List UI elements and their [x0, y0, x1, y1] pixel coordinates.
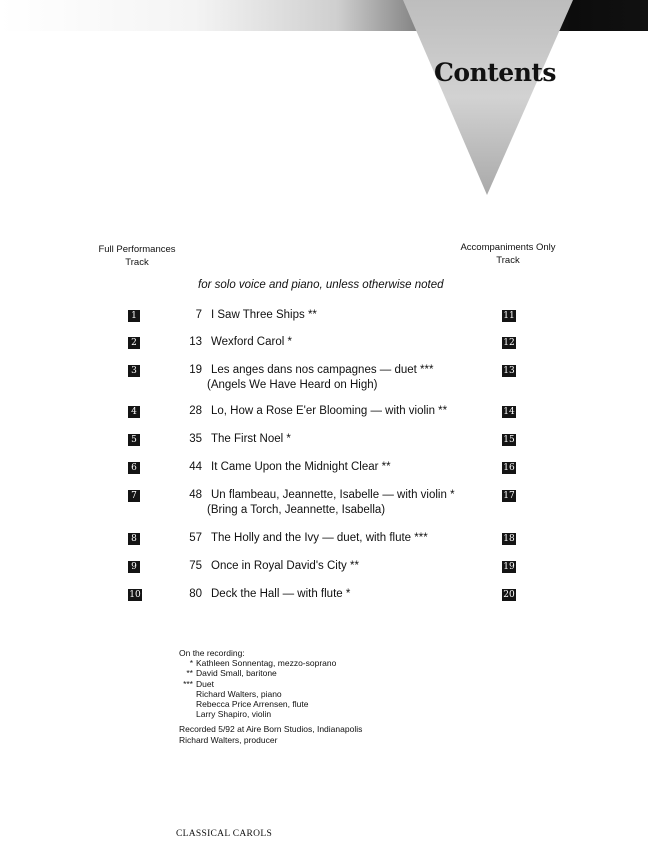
page-number: 44: [189, 461, 202, 473]
singer-credit: [179, 668, 362, 678]
page-title: Contents: [434, 58, 557, 87]
page-number: 57: [189, 532, 202, 544]
accompaniments-column-header: [452, 241, 564, 267]
song-title: Les anges dans nos campagnes — duet ***: [211, 364, 434, 376]
asterisk-mark: ***: [183, 678, 193, 689]
recording-notes: [179, 648, 362, 745]
accompaniment-track-number: 12: [503, 338, 515, 348]
performer-credit: Rebecca Price Arrensen, flute: [196, 699, 309, 710]
page-number: 48: [189, 489, 202, 501]
song-title: Un flambeau, Jeannette, Isabelle — with violin *: [211, 489, 455, 501]
accompaniment-track-number: 19: [503, 562, 515, 572]
performer-credit: Larry Shapiro, violin: [196, 709, 272, 720]
full-performances-label: Full Performances: [98, 244, 176, 255]
song-title: Wexford Carol *: [211, 336, 292, 348]
page-number: 75: [189, 560, 202, 572]
full-track-number: 2: [128, 337, 140, 349]
accompaniment-track-number: 18: [503, 534, 515, 544]
song-title: The Holly and the Ivy — duet, with flute ***: [211, 532, 428, 544]
page-number: 7: [195, 309, 202, 321]
page-number: 19: [189, 364, 202, 376]
full-performances-track-label: Track: [125, 257, 149, 268]
contents-entry: [0, 589, 648, 619]
accompaniment-track-number: 14: [503, 407, 515, 417]
producer-credit: Richard Walters, producer: [179, 734, 278, 745]
accompaniment-track-number: 20: [503, 590, 515, 600]
singer-name: Kathleen Sonnentag, mezzo-soprano: [196, 658, 337, 669]
accompaniment-track-number: 17: [503, 491, 515, 501]
contents-entry: [0, 310, 648, 340]
recording-location: Recorded 5/92 at Aire Born Studios, Indianapolis: [179, 724, 363, 735]
accompaniment-track-number: 15: [503, 435, 515, 445]
full-track-number: 9: [128, 561, 140, 573]
song-subtitle: (Angels We Have Heard on High): [207, 379, 378, 391]
song-title: Once in Royal David's City **: [211, 560, 359, 572]
page-number: 35: [189, 433, 202, 445]
singer-credit: [179, 658, 362, 668]
song-title: Deck the Hall — with flute *: [211, 588, 351, 600]
song-title: I Saw Three Ships **: [211, 309, 317, 321]
full-track-number: 3: [128, 365, 140, 377]
contents-entry: [0, 365, 648, 395]
page-number: 80: [189, 588, 202, 600]
song-subtitle: (Bring a Torch, Jeannette, Isabella): [207, 504, 386, 516]
asterisk-mark: *: [189, 658, 193, 669]
contents-entry: [0, 406, 648, 436]
contents-entry: [0, 434, 648, 464]
book-title-footer: CLASSICAL CAROLS: [176, 829, 273, 839]
accompaniments-track-label: Track: [496, 255, 520, 266]
page-number: 13: [189, 336, 202, 348]
full-track-number: 10: [129, 590, 141, 600]
song-title: It Came Upon the Midnight Clear **: [211, 461, 391, 473]
accompaniment-track-number: 11: [503, 311, 515, 321]
singer-name: David Small, baritone: [196, 668, 277, 679]
header-triangle: [0, 0, 648, 200]
accompaniment-track-number: 16: [503, 463, 515, 473]
full-track-number: 5: [128, 434, 140, 446]
asterisk-mark: **: [186, 668, 193, 679]
song-title: The First Noel *: [211, 433, 291, 445]
singer-credit: [179, 679, 362, 689]
accompaniment-track-number: 13: [503, 366, 515, 376]
full-track-number: 4: [128, 406, 140, 418]
performer-credit: Richard Walters, piano: [196, 688, 282, 699]
full-track-number: 1: [128, 310, 140, 322]
contents-entry: [0, 490, 648, 520]
full-track-number: 6: [128, 462, 140, 474]
full-track-number: 7: [128, 490, 140, 502]
page-number: 28: [189, 405, 202, 417]
contents-subtitle: for solo voice and piano, unless otherwise noted: [198, 279, 444, 291]
notes-heading: On the recording:: [179, 648, 245, 658]
contents-entry: [0, 561, 648, 591]
contents-entry: [0, 337, 648, 367]
contents-entry: [0, 462, 648, 492]
singer-name: Duet: [196, 678, 214, 689]
accompaniments-label: Accompaniments Only: [460, 242, 556, 253]
song-title: Lo, How a Rose E'er Blooming — with violin **: [211, 405, 448, 417]
contents-entry: [0, 533, 648, 563]
full-performances-column-header: [92, 243, 182, 269]
full-track-number: 8: [128, 533, 140, 545]
